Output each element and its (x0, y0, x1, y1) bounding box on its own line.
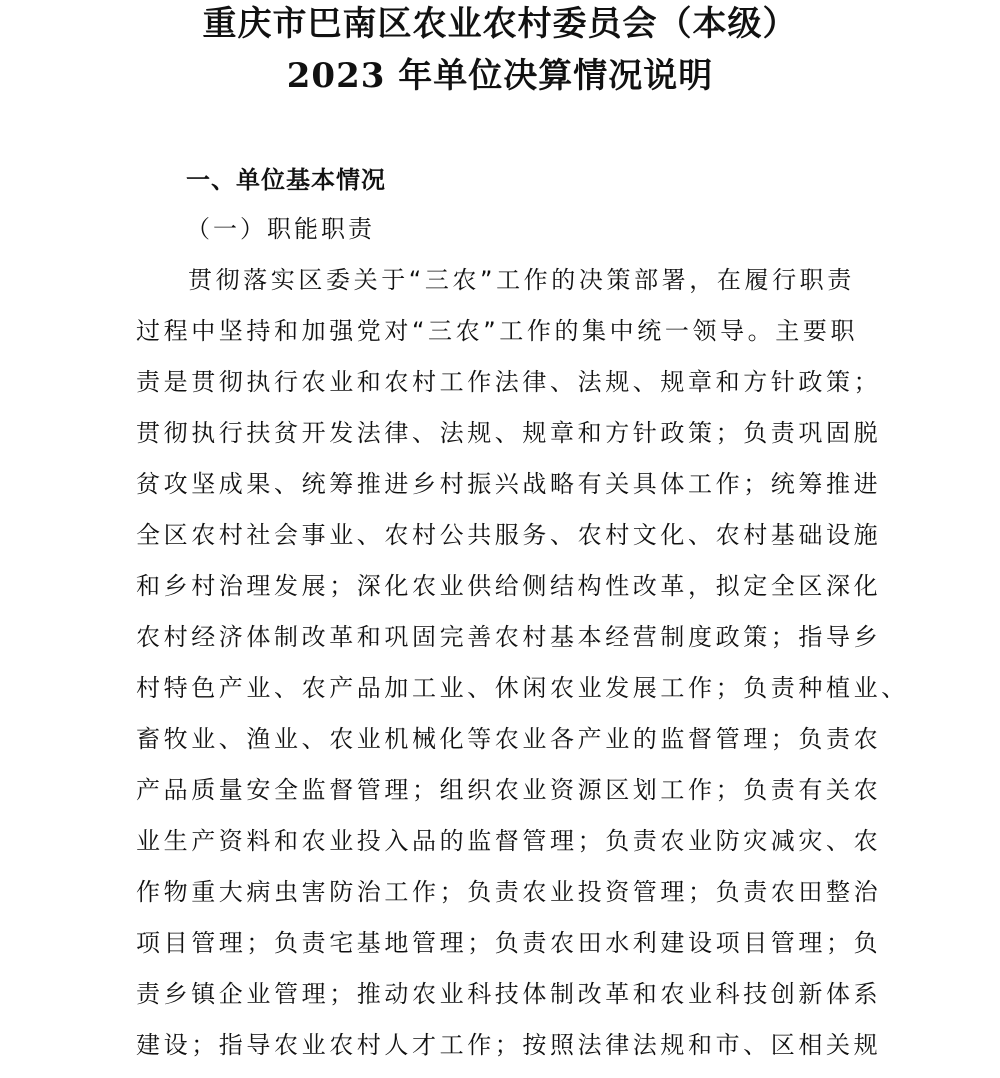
paragraph-line: 业生产资料和农业投入品的监督管理；负责农业防灾减灾、农 (136, 827, 882, 855)
paragraph-line: 贯彻落实区委关于“三农”工作的决策部署，在履行职责 (188, 266, 855, 294)
document-title-line-1: 重庆市巴南区农业农村委员会（本级） (202, 4, 798, 44)
paragraph-line: 畜牧业、渔业、农业机械化等农业各产业的监督管理；负责农 (136, 725, 882, 753)
paragraph-line: 责乡镇企业管理；推动农业科技体制改革和农业科技创新体系 (136, 980, 882, 1008)
paragraph-line: 全区农村社会事业、农村公共服务、农村文化、农村基础设施 (136, 521, 882, 549)
paragraph-line: 贫攻坚成果、统筹推进乡村振兴战略有关具体工作；统筹推进 (136, 470, 882, 498)
paragraph-line: 建设；指导农业农村人才工作；按照法律法规和市、区相关规 (136, 1031, 882, 1059)
paragraph-line: 产品质量安全监督管理；组织农业资源区划工作；负责有关农 (136, 776, 882, 804)
paragraph-line: 农村经济体制改革和巩固完善农村基本经营制度政策；指导乡 (136, 623, 882, 651)
paragraph-line: 贯彻执行扶贫开发法律、法规、规章和方针政策；负责巩固脱 (136, 419, 882, 447)
paragraph-line: 村特色产业、农产品加工业、休闲农业发展工作；负责种植业、 (136, 674, 909, 702)
sub-heading-functions: （一）职能职责 (186, 215, 375, 243)
paragraph-line: 过程中坚持和加强党对“三农”工作的集中统一领导。主要职 (136, 317, 859, 345)
document-title-line-2: 2023 年单位决算情况说明 (286, 56, 714, 96)
paragraph-line: 责是贯彻执行农业和农村工作法律、法规、规章和方针政策； (136, 368, 882, 396)
paragraph-line: 作物重大病虫害防治工作；负责农业投资管理；负责农田整治 (136, 878, 882, 906)
functions-paragraph (136, 262, 909, 1078)
section-heading-basic-info: 一、单位基本情况 (186, 166, 386, 194)
paragraph-line: 和乡村治理发展；深化农业供给侧结构性改革，拟定全区深化 (136, 572, 882, 600)
paragraph-line: 项目管理；负责宅基地管理；负责农田水利建设项目管理；负 (136, 929, 882, 957)
